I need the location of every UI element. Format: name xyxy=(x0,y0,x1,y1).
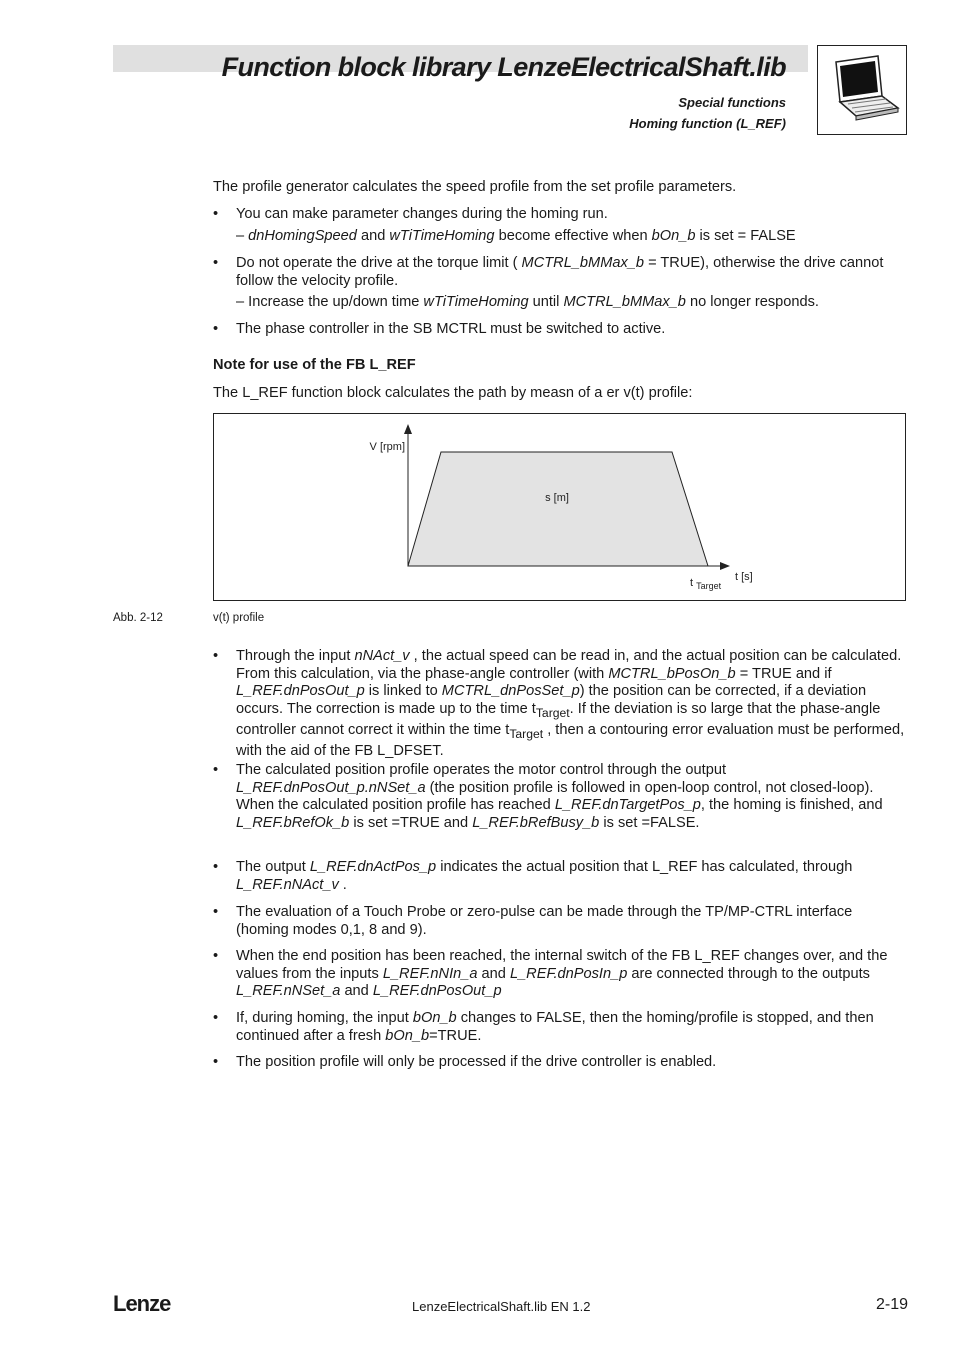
list-item: • The output L_REF.dnActPos_p indicates the actual position that L_REF has calculated, through L_REF.nNAct_v . xyxy=(213,859,853,893)
list-item: • When the end position has been reached, the internal switch of the FB L_REF changes over, and the values from the inputs L_REF.nNIn_a and L_REF.dnPosIn_p are connected through to the outputs L_REF.nNSet_a and L_REF.dnPosOut_p xyxy=(213,948,888,999)
list-item: • The phase controller in the SB MCTRL must be switched to active. xyxy=(213,321,666,337)
t-target-label: t $_{Target}$ xyxy=(690,577,722,591)
section-subtitle: Special functions xyxy=(678,95,786,110)
x-axis-label: t [s] xyxy=(735,571,753,583)
lenze-logo: Lenze xyxy=(113,1291,171,1316)
footer-doc-id: LenzeElectricalShaft.lib EN 1.2 xyxy=(412,1299,591,1314)
figure-caption: v(t) profile xyxy=(213,612,265,624)
vt-profile-chart xyxy=(213,413,906,601)
intro-paragraph: The profile generator calculates the speed profile from the set profile parameters. xyxy=(213,179,737,195)
page-title: Function block library LenzeElectricalShaft.lib xyxy=(221,52,786,82)
note-text: The L_REF function block calculates the path by measn of a er v(t) profile: xyxy=(213,385,693,401)
note-heading: Note for use of the FB L_REF xyxy=(213,357,416,373)
list-item: • If, during homing, the input bOn_b changes to FALSE, then the homing/profile is stopped, and then continued after a fresh bOn_b=TRUE. xyxy=(213,1010,874,1044)
profile-area xyxy=(408,452,708,566)
list-item: • The position profile will only be processed if the drive controller is enabled. xyxy=(213,1054,717,1070)
area-label: s [m] xyxy=(545,492,569,504)
figure-number: Abb. 2-12 xyxy=(113,612,163,624)
list-item: • Through the input nNAct_v , the actual speed can be read in, and the actual position can be calculated. From this calculation, via the phase-angle controller (with MCTRL_bPosOn_b = TRUE and if L_REF.dnPosOut_p is linked to MCTRL_dnPosSet_p) the position can be corrected, if a deviation occurs. The correction is made up to the time $t_{Target}$. If the deviation is so large that the phase-angle controller cannot correct it within the time $t_{Target}$ , then a contouring error evaluation must be performed, with the aid of the FB L_DFSET. xyxy=(213,648,905,760)
x-axis-arrow xyxy=(720,562,730,570)
list-item: • You can make parameter changes during the homing run. – dnHomingSpeed and wTiTimeHoming become effective when bOn_b is set = FALSE xyxy=(213,206,796,244)
list-item: • The evaluation of a Touch Probe or zero-pulse can be made through the TP/MP-CTRL interface (homing modes 0,1, 8 and 9). xyxy=(213,904,853,938)
list-item: • The calculated position profile operates the motor control through the output L_REF.dnPosOut_p.nNSet_a (the position profile is followed in open-loop control, not closed-loop). When the calculated position profile has reached L_REF.dnTargetPos_p, the homing is finished, and L_REF.bRefOk_b is set =TRUE and L_REF.bRefBusy_b is set =FALSE. xyxy=(213,762,883,831)
page-number: 2-19 xyxy=(875,1296,908,1313)
laptop-icon xyxy=(817,45,907,135)
topic-subtitle: Homing function (L_REF) xyxy=(629,116,786,131)
y-axis-label: V [rpm] xyxy=(369,441,405,453)
y-axis-arrow xyxy=(404,424,412,434)
list-item: • Do not operate the drive at the torque limit ( MCTRL_bMMax_b = TRUE), otherwise the drive cannot follow the velocity profile. – Increase the up/down time wTiTimeHoming until MCTRL_bMMax_b no longer responds. xyxy=(213,255,884,310)
